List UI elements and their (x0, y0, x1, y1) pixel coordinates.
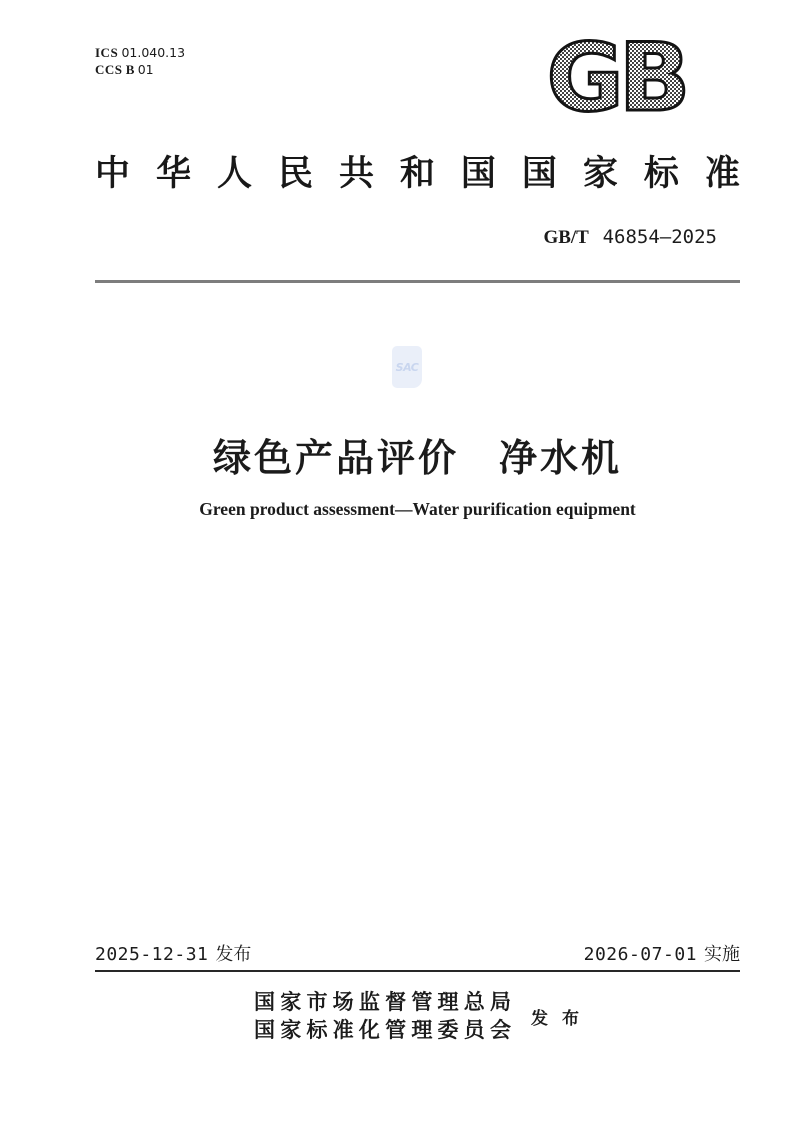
gb-logo-text: GB (546, 30, 686, 122)
date-row (95, 940, 740, 966)
ccs-label: CCS (95, 62, 123, 77)
ccs-number: 01 (137, 62, 154, 77)
publisher-organizations (254, 988, 511, 1044)
document-title-cn-left: 绿色产品评价 (212, 436, 459, 480)
issue-date-group (95, 940, 251, 966)
ics-value: 01.040.13 (121, 45, 186, 60)
ccs-class: B (125, 62, 135, 77)
footer-rule (95, 970, 740, 972)
implementation-date-group (584, 940, 740, 966)
gb-logo-graphic (536, 30, 696, 122)
publisher-org-2: 国 家 标 准 化 管 理 委 员 会 (254, 1018, 511, 1042)
document-title-cn (95, 427, 740, 482)
ccs-line (95, 61, 185, 78)
document-title-en: Green product assessment—Water purification equipment (199, 499, 636, 519)
standard-code (543, 226, 717, 249)
issue-date: 2025-12-31 (95, 944, 209, 965)
issue-date-label: 发布 (215, 944, 252, 965)
standard-code-number: 46854—2025 (602, 226, 717, 248)
sac-watermark: SAC (392, 346, 422, 388)
implementation-date: 2026-07-01 (583, 944, 697, 965)
publish-action-label: 发布 (531, 1009, 593, 1028)
header-rule (95, 280, 740, 283)
standard-code-prefix: GB/T (543, 227, 589, 248)
ics-label: ICS (95, 45, 119, 60)
publisher-org-1: 国 家 市 场 监 督 管 理 总 局 (254, 990, 511, 1014)
implementation-date-label: 实施 (704, 944, 740, 965)
gb-standard-logo (536, 30, 696, 122)
classification-codes (95, 44, 185, 78)
ics-line (95, 44, 185, 61)
national-standard-masthead: 中 华 人 民 共 和 国 国 家 标 准 (95, 154, 740, 193)
document-title-cn-right: 净水机 (499, 436, 623, 480)
